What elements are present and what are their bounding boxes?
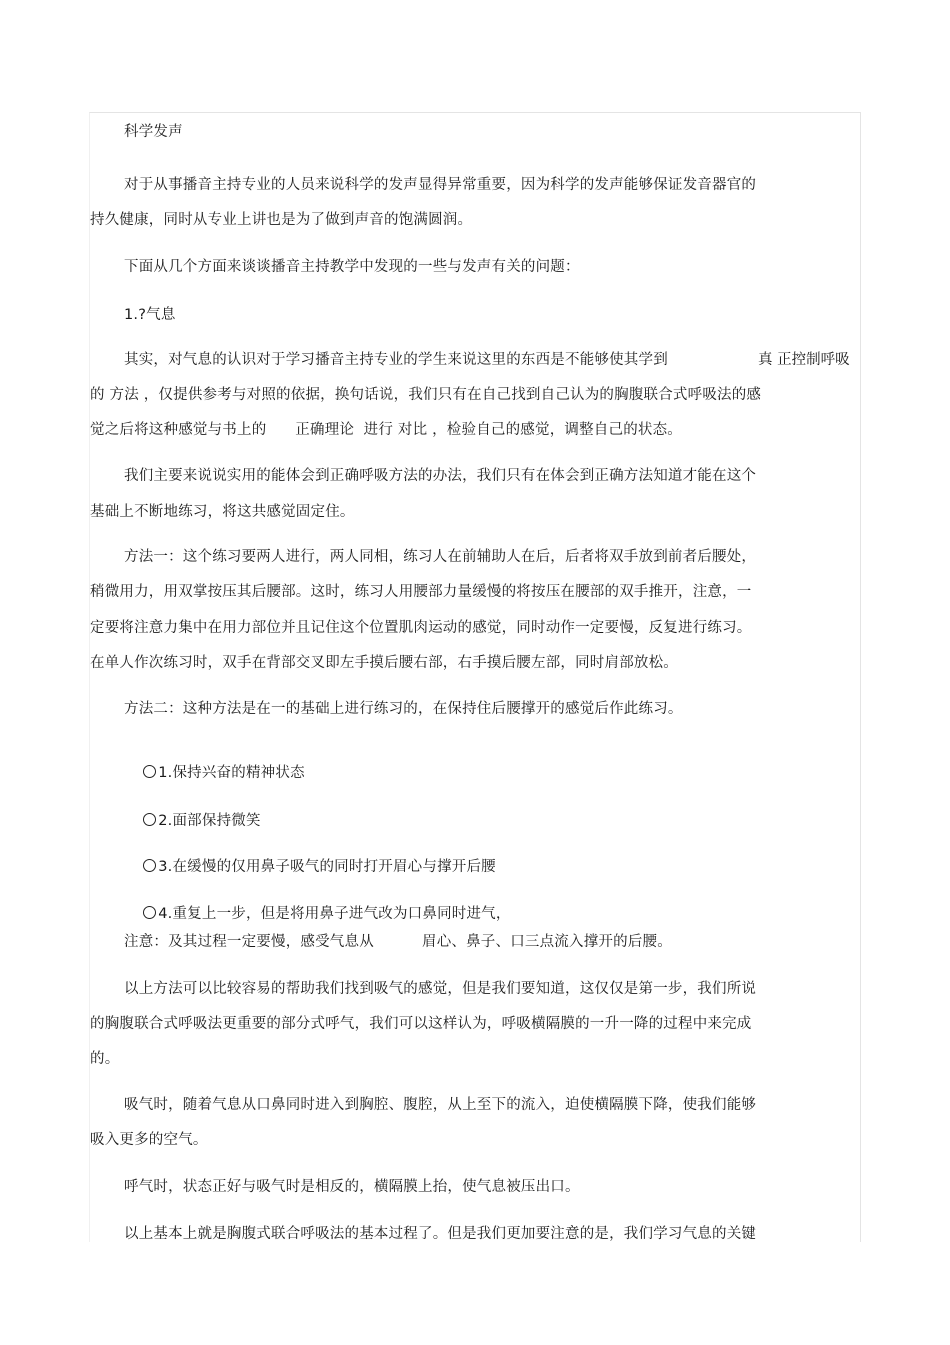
paragraph-12: 呼气时，状态正好与吸气时是相反的，横隔膜上抬，使气息被压出口。 (124, 1179, 580, 1195)
bullet-item-3-text: 3.在缓慢的仅用鼻子吸气的同时打开眉心与撑开后腰 (158, 859, 496, 875)
method-one-line-1: 方法一：这个练习要两人进行，两人同相，练习人在前辅助人在后，后者将双手放到前者后腰处， (124, 549, 757, 565)
circle-bullet-icon (143, 813, 156, 826)
circle-bullet-icon (143, 906, 156, 919)
paragraph-10-line-2: 的胸腹联合式呼吸法更重要的部分式呼气，我们可以这样认为，呼吸横隔膜的一升一降的过程中来完成 (90, 1016, 752, 1032)
method-one-line-2: 稍微用力，用双掌按压其后腰部。这时，练习人用腰部力量缓慢的将按压在腰部的双手推开，注意，一 (90, 584, 752, 600)
circle-bullet-icon (143, 859, 156, 872)
bullet-item-4-text: 4.重复上一步，但是将用鼻子进气改为口鼻同时进气， (158, 906, 511, 922)
paragraph-11-line-2: 吸入更多的空气。 (90, 1132, 208, 1148)
paragraph-1-line-2: 持久健康，同时从专业上讲也是为了做到声音的饱满圆润。 (90, 212, 473, 228)
method-two: 方法二：这种方法是在一的基础上进行练习的，在保持住后腰撑开的感觉后作此练习。 (124, 701, 683, 717)
bullet-item-3 (124, 840, 496, 894)
bullet-item-1-text: 1.保持兴奋的精神状态 (158, 765, 305, 781)
paragraph-10-line-3: 的。 (90, 1051, 120, 1067)
document-title: 科学发声 (124, 124, 183, 140)
section-heading-breath: 1.?气息 (124, 307, 176, 323)
circle-bullet-icon (143, 765, 156, 778)
paragraph-10-line-1: 以上方法可以比较容易的帮助我们找到吸气的感觉，但是我们要知道，这仅仅是第一步，我们所说 (124, 981, 757, 997)
method-one-line-3: 定要将注意力集中在用力部位并且记住这个位置肌肉运动的感觉，同时动作一定要慢，反复进行练习。 (90, 620, 752, 636)
paragraph-4-line-2: 的 方法 ，仅提供参考与对照的依据，换句话说，我们只有在自己找到自己认为的胸腹联合式呼吸法的感 (90, 387, 762, 403)
bullet-item-2-text: 2.面部保持微笑 (158, 813, 261, 829)
paragraph-1-line-1: 对于从事播音主持专业的人员来说科学的发声显得异常重要，因为科学的发声能够保证发音器官的 (124, 177, 757, 193)
paragraph-4-line-1-right: 真 正控制呼吸 (758, 352, 850, 368)
note-paragraph: 注意：及其过程一定要慢，感受气息从 眉心、鼻子、口三点流入撑开的后腰。 (124, 934, 672, 950)
bullet-item-1 (124, 746, 305, 800)
paragraph-2-line-1: 下面从几个方面来谈谈播音主持教学中发现的一些与发声有关的问题： (124, 259, 580, 275)
paragraph-4-line-3: 觉之后将这种感觉与书上的 正确理论 进行 对比 ，检验自己的感觉，调整自己的状态。 (90, 422, 682, 438)
paragraph-13-line-1: 以上基本上就是胸腹式联合呼吸法的基本过程了。但是我们更加要注意的是，我们学习气息的关键 (124, 1226, 757, 1242)
page-border (89, 112, 861, 1242)
paragraph-4-line-1: 其实，对气息的认识对于学习播音主持专业的学生来说这里的东西是不能够使其学到 (124, 352, 668, 368)
method-one-line-4: 在单人作次练习时，双手在背部交叉即左手摸后腰右部，右手摸后腰左部，同时肩部放松。 (90, 655, 678, 671)
paragraph-11-line-1: 吸气时，随着气息从口鼻同时进入到胸腔、腹腔，从上至下的流入，迫使横隔膜下降，使我们能够 (124, 1097, 757, 1113)
paragraph-5-line-1: 我们主要来说说实用的能体会到正确呼吸方法的办法，我们只有在体会到正确方法知道才能在这个 (124, 468, 757, 484)
paragraph-5-line-2: 基础上不断地练习，将这共感觉固定住。 (90, 504, 355, 520)
